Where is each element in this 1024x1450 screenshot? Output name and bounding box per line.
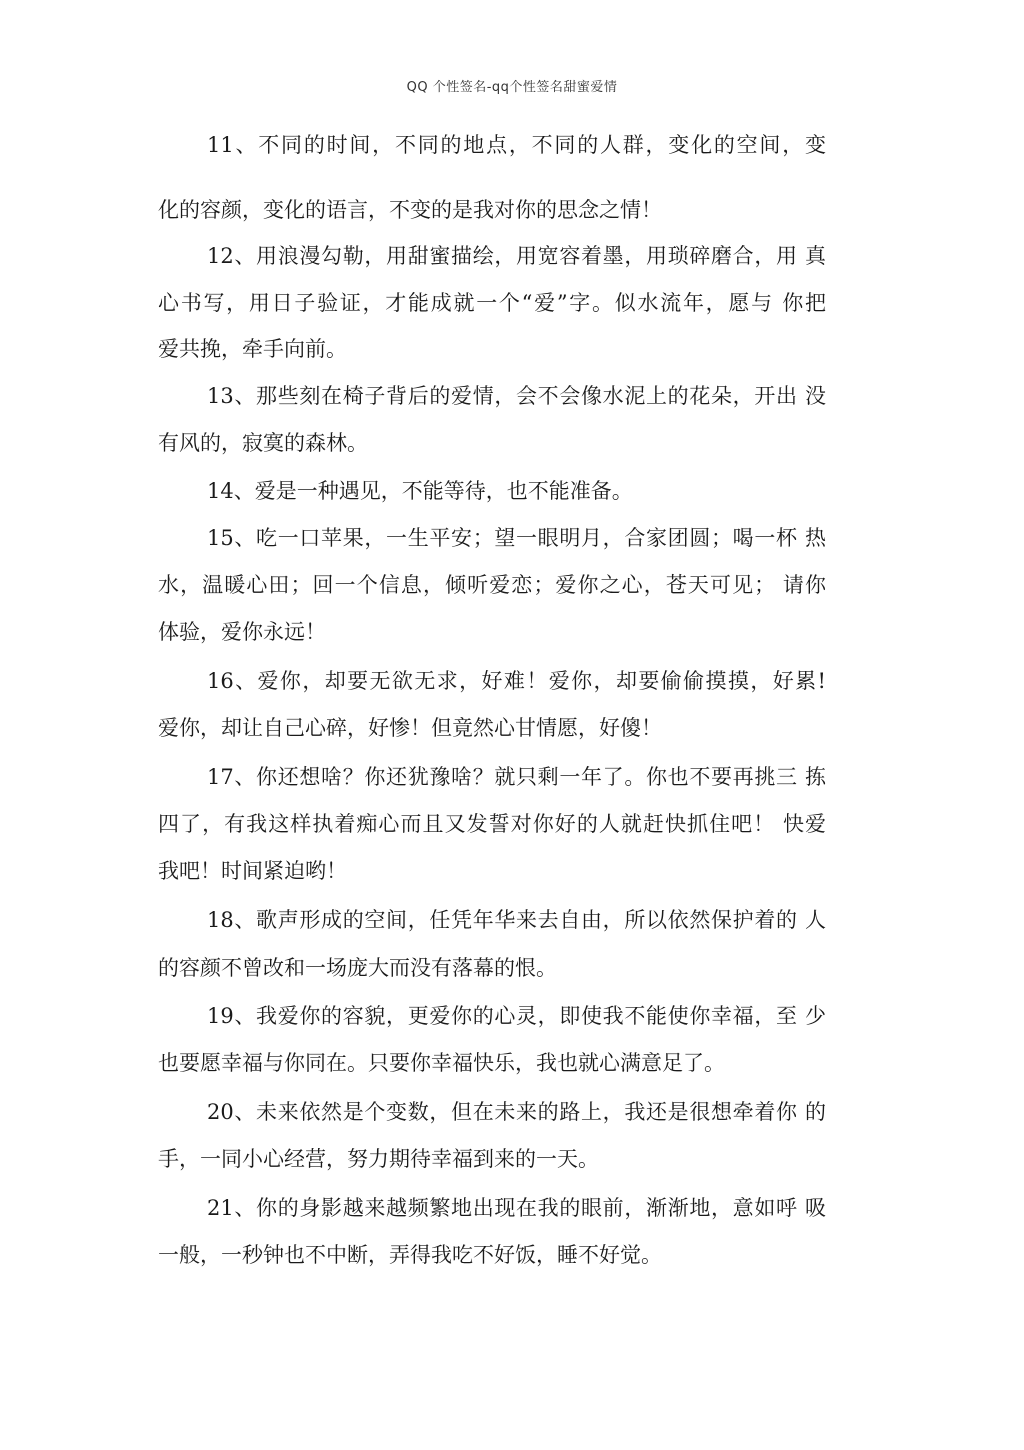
page-header: QQ 个性签名-qq个性签名甜蜜爱情 — [406, 80, 618, 95]
paragraph-17-line-2: 四了，有我这样执着痴心而且又发誓对你好的人就赶快抓住吧！ 快爱 — [158, 812, 826, 836]
paragraph-15-line-3: 体验，爱你永远！ — [158, 620, 326, 644]
paragraph-15-line-2: 水，温暖心田；回一个信息，倾听爱恋；爱你之心，苍天可见； 请你 — [158, 573, 826, 597]
paragraph-21-line-2: 一般，一秒钟也不中断，弄得我吃不好饭，睡不好觉。 — [158, 1243, 662, 1267]
paragraph-18-line-1: 18、歌声形成的空间，任凭年华来去自由，所以依然保护着的 人 — [207, 908, 826, 932]
paragraph-16-line-2: 爱你，却让自己心碎，好惨！但竟然心甘情愿，好傻！ — [158, 716, 662, 740]
paragraph-21-line-1: 21、你的身影越来越频繁地出现在我的眼前，渐渐地，意如呼 吸 — [207, 1196, 826, 1220]
paragraph-13-line-1: 13、那些刻在椅子背后的爱情，会不会像水泥上的花朵，开出 没 — [207, 384, 826, 408]
paragraph-15-line-1: 15、吃一口苹果，一生平安；望一眼明月，合家团圆；喝一杯 热 — [207, 526, 826, 550]
paragraph-20-line-1: 20、未来依然是个变数，但在未来的路上，我还是很想牵着你 的 — [207, 1100, 826, 1124]
paragraph-11-line-2: 化的容颜，变化的语言，不变的是我对你的思念之情！ — [158, 198, 662, 222]
paragraph-14-line-1: 14、爱是一种遇见，不能等待，也不能准备。 — [207, 479, 633, 503]
paragraph-17-line-3: 我吧！时间紧迫哟！ — [158, 859, 347, 883]
paragraph-19-line-1: 19、我爱你的容貌，更爱你的心灵，即使我不能使你幸福，至 少 — [207, 1004, 826, 1028]
paragraph-12-line-3: 爱共挽，牵手向前。 — [158, 337, 347, 361]
paragraph-20-line-2: 手，一同小心经营，努力期待幸福到来的一天。 — [158, 1147, 599, 1171]
paragraph-19-line-2: 也要愿幸福与你同在。只要你幸福快乐，我也就心满意足了。 — [158, 1051, 725, 1075]
paragraph-12-line-2: 心书写，用日子验证，才能成就一个“爱”字。似水流年，愿与 你把 — [158, 291, 826, 315]
paragraph-12-line-1: 12、用浪漫勾勒，用甜蜜描绘，用宽容着墨，用琐碎磨合，用 真 — [207, 244, 826, 268]
paragraph-18-line-2: 的容颜不曾改和一场庞大而没有落幕的恨。 — [158, 956, 557, 980]
paragraph-17-line-1: 17、你还想啥？你还犹豫啥？就只剩一年了。你也不要再挑三 拣 — [207, 765, 826, 789]
paragraph-16-line-1: 16、爱你，却要无欲无求，好难！爱你，却要偷偷摸摸，好累! — [207, 669, 826, 693]
paragraph-11-line-1: 11、不同的时间，不同的地点，不同的人群，变化的空间，变 — [207, 133, 826, 157]
paragraph-13-line-2: 有风的，寂寞的森林。 — [158, 431, 368, 455]
